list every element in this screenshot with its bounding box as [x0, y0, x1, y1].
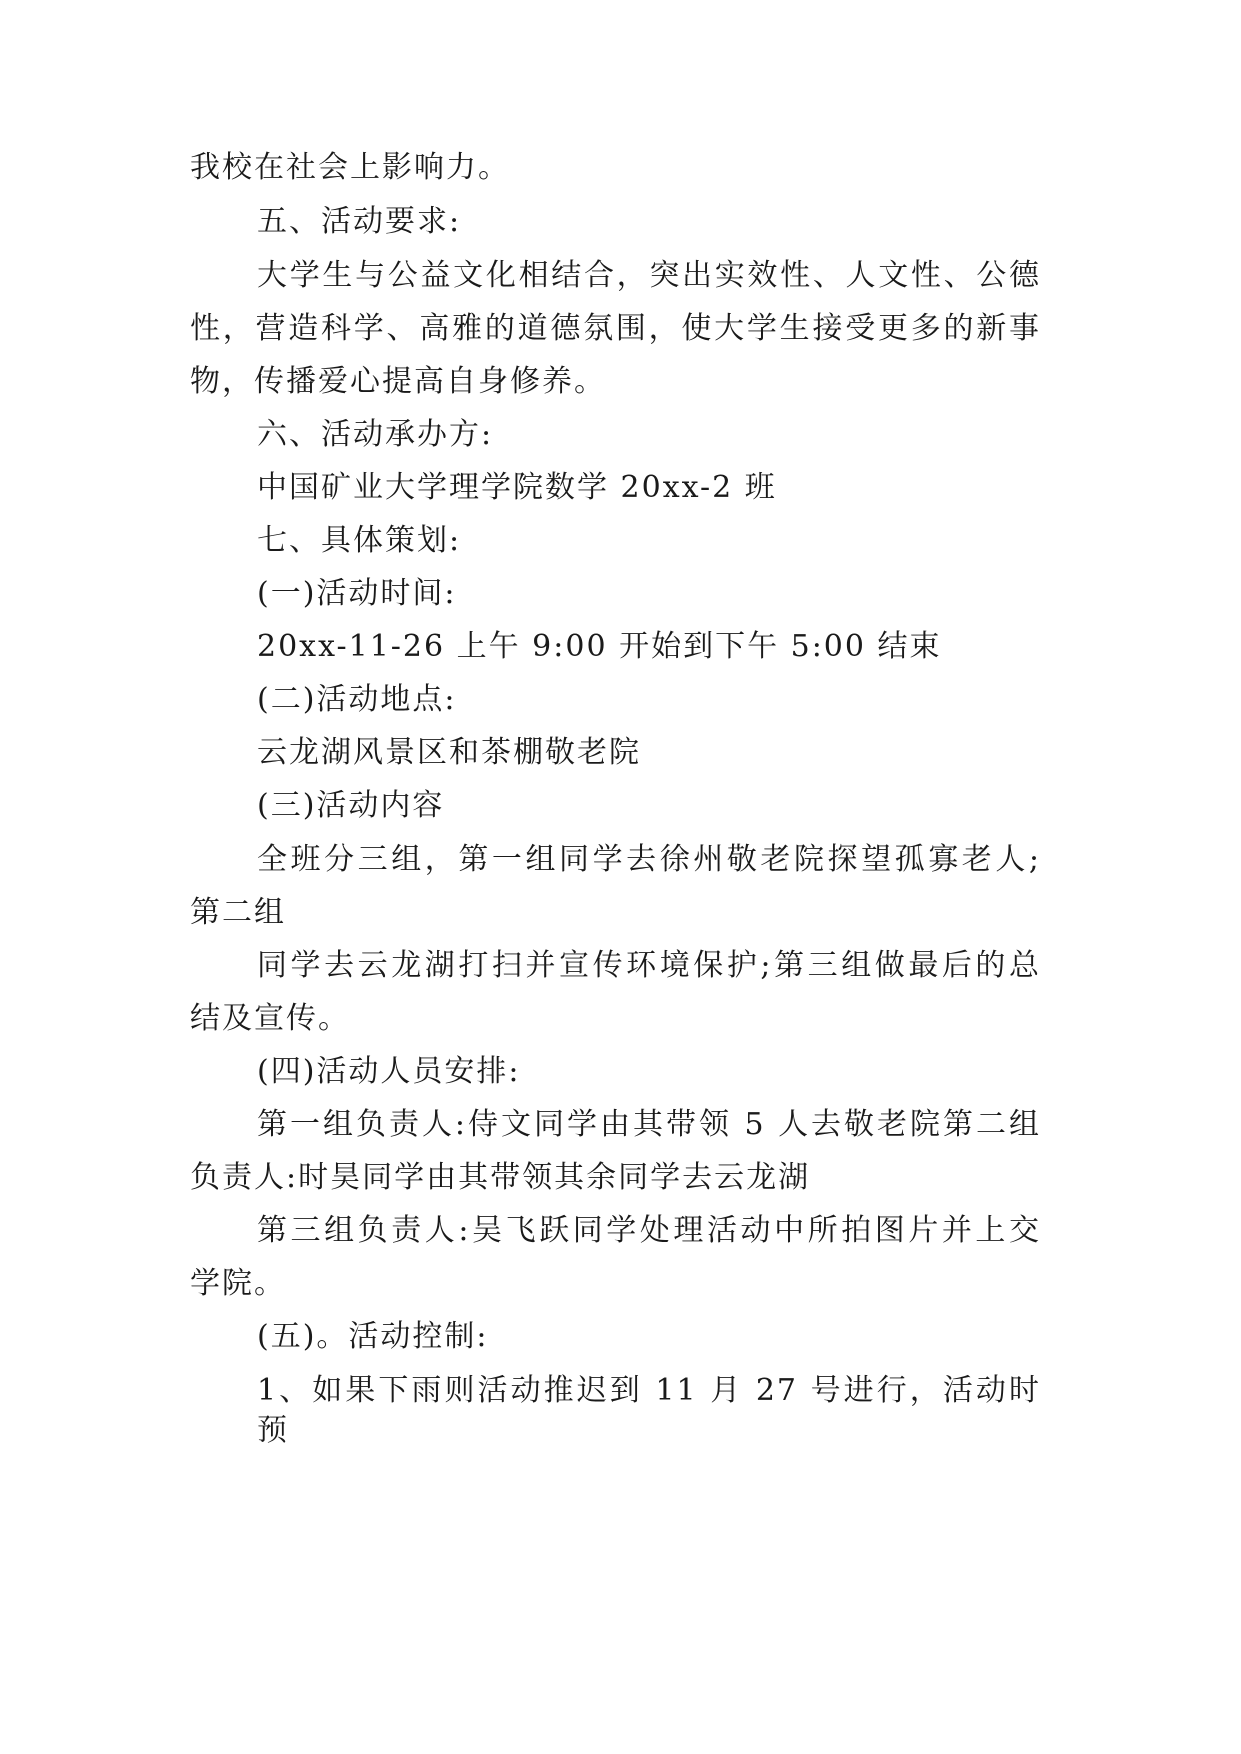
paragraph-line: 云龙湖风景区和茶棚敬老院: [257, 735, 641, 770]
section-heading: 七、具体策划:: [257, 523, 462, 558]
subsection-heading: (三)活动内容: [257, 788, 445, 823]
paragraph-line: 同学去云龙湖打扫并宣传环境保护;第三组做最后的总: [257, 948, 1041, 983]
paragraph-line: 大学生与公益文化相结合，突出实效性、人文性、公德: [257, 258, 1041, 293]
paragraph-line: 我校在社会上影响力。: [190, 150, 510, 185]
section-heading: 六、活动承办方:: [257, 417, 494, 452]
paragraph-line: 第一组负责人:侍文同学由其带领 5 人去敬老院第二组: [257, 1107, 1041, 1142]
paragraph-line: 第三组负责人:吴飞跃同学处理活动中所拍图片并上交: [257, 1213, 1041, 1248]
paragraph-line: 全班分三组，第一组同学去徐州敬老院探望孤寡老人;: [257, 842, 1041, 877]
subsection-heading: (一)活动时间:: [257, 576, 457, 611]
subsection-heading: (四)活动人员安排:: [257, 1054, 521, 1089]
subsection-heading: (二)活动地点:: [257, 682, 457, 717]
paragraph-line: 中国矿业大学理学院数学 20xx-2 班: [257, 470, 777, 505]
paragraph-line: 物，传播爱心提高自身修养。: [190, 364, 606, 399]
paragraph-line: 学院。: [190, 1266, 286, 1301]
paragraph-line: 20xx-11-26 上午 9:00 开始到下午 5:00 结束: [257, 629, 942, 664]
section-heading: 五、活动要求:: [257, 204, 462, 239]
paragraph-line: 1、如果下雨则活动推迟到 11 月 27 号进行，活动时预: [257, 1373, 1041, 1448]
subsection-heading: (五)。活动控制:: [257, 1319, 489, 1354]
paragraph-line: 性，营造科学、高雅的道德氛围，使大学生接受更多的新事: [190, 311, 1041, 346]
paragraph-line: 结及宣传。: [190, 1001, 350, 1036]
paragraph-line: 负责人:时昊同学由其带领其余同学去云龙湖: [190, 1160, 811, 1195]
paragraph-line: 第二组: [190, 895, 286, 930]
